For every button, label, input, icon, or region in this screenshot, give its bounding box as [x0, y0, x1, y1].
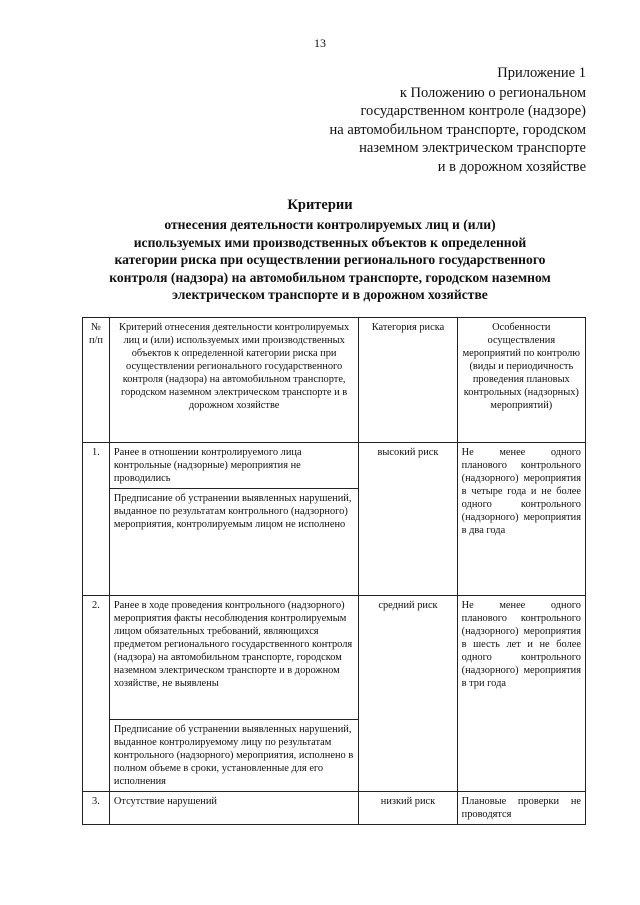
row-number: 1.: [83, 443, 110, 596]
row-number: 2.: [83, 596, 110, 792]
risk-category-cell: низкий риск: [359, 792, 457, 825]
header-features: Особенности осуществления мероприятий по контролю (виды и периодичность проведения плановых контрольных (надзорных) мероприятий): [457, 318, 585, 443]
document-title: Критерии: [287, 197, 353, 213]
criterion-cell: Предписание об устранении выявленных нарушений, выданное по результатам контрольного (надзорного) мероприятия, контролируемым лицом не исполнено: [109, 489, 358, 596]
header-num: № п/п: [83, 318, 110, 443]
header-criterion: Критерий отнесения деятельности контролируемых лиц и (или) используемых ими производственных объектов к определенной категории риска при осуществлении регионального государственного контроля (надзора) на автомобильном транспорте, городском наземном электрическом транспорте и в дорожном хозяйстве: [109, 318, 358, 443]
table-row: [83, 792, 586, 825]
appendix-line: наземном электрическом транспорте: [359, 140, 586, 156]
subtitle-line: контроля (надзора) на автомобильном транспорте, городском наземном: [109, 269, 551, 285]
header-category: Категория риска: [359, 318, 457, 443]
risk-category-cell: высокий риск: [359, 443, 457, 596]
subtitle-line: отнесения деятельности контролируемых лиц и (или): [164, 217, 496, 232]
table-header-row: [83, 318, 586, 443]
features-cell: Не менее одного планового контрольного (надзорного) мероприятия в шесть лет и не более одного контрольного (надзорного) мероприятия в три года: [457, 596, 585, 792]
appendix-line: государственном контроле (надзоре): [360, 103, 586, 119]
appendix-line: на автомобильном транспорте, городском: [329, 121, 586, 138]
criterion-cell: Предписание об устранении выявленных нарушений, выданное контролируемому лицу по результатам контрольного (надзорного) мероприятия, исполнено в полном объеме в сроки, установленные для его исполнения: [109, 720, 358, 792]
row-number: 3.: [83, 792, 110, 825]
document-subtitle: [40, 216, 620, 304]
appendix-header: [330, 64, 586, 176]
table-row: [83, 443, 586, 489]
features-cell: Плановые проверки не проводятся: [457, 792, 585, 825]
subtitle-line: используемых ими производственных объектов к определенной: [133, 234, 527, 250]
appendix-line: к Положению о региональном: [399, 84, 586, 101]
criterion-cell: Отсутствие нарушений: [109, 792, 358, 825]
risk-criteria-table: [82, 317, 586, 825]
criterion-cell: Ранее в ходе проведения контрольного (надзорного) мероприятия факты несоблюдения контролируемым лицом обязательных требований, являющихся предметом регионального государственного контроля (надзора) на автомобильном транспорте, городском наземном электрическом транспорте и в дорожном хозяйстве, не выявлены: [109, 596, 358, 720]
page-number: 13: [314, 36, 326, 50]
features-cell: Не менее одного планового контрольного (надзорного) мероприятия в четыре года и не более одного контрольного (надзорного) мероприятия в два года: [457, 443, 585, 596]
risk-category-cell: средний риск: [359, 596, 457, 792]
criterion-cell: Ранее в отношении контролируемого лица контрольные (надзорные) мероприятия не проводились: [109, 443, 358, 489]
subtitle-line: электрическом транспорте и в дорожном хозяйстве: [172, 287, 488, 302]
appendix-line: и в дорожном хозяйстве: [437, 158, 586, 175]
appendix-line: Приложение 1: [497, 65, 586, 81]
subtitle-line: категории риска при осуществлении регионального государственного: [114, 252, 546, 267]
table-row: [83, 596, 586, 720]
